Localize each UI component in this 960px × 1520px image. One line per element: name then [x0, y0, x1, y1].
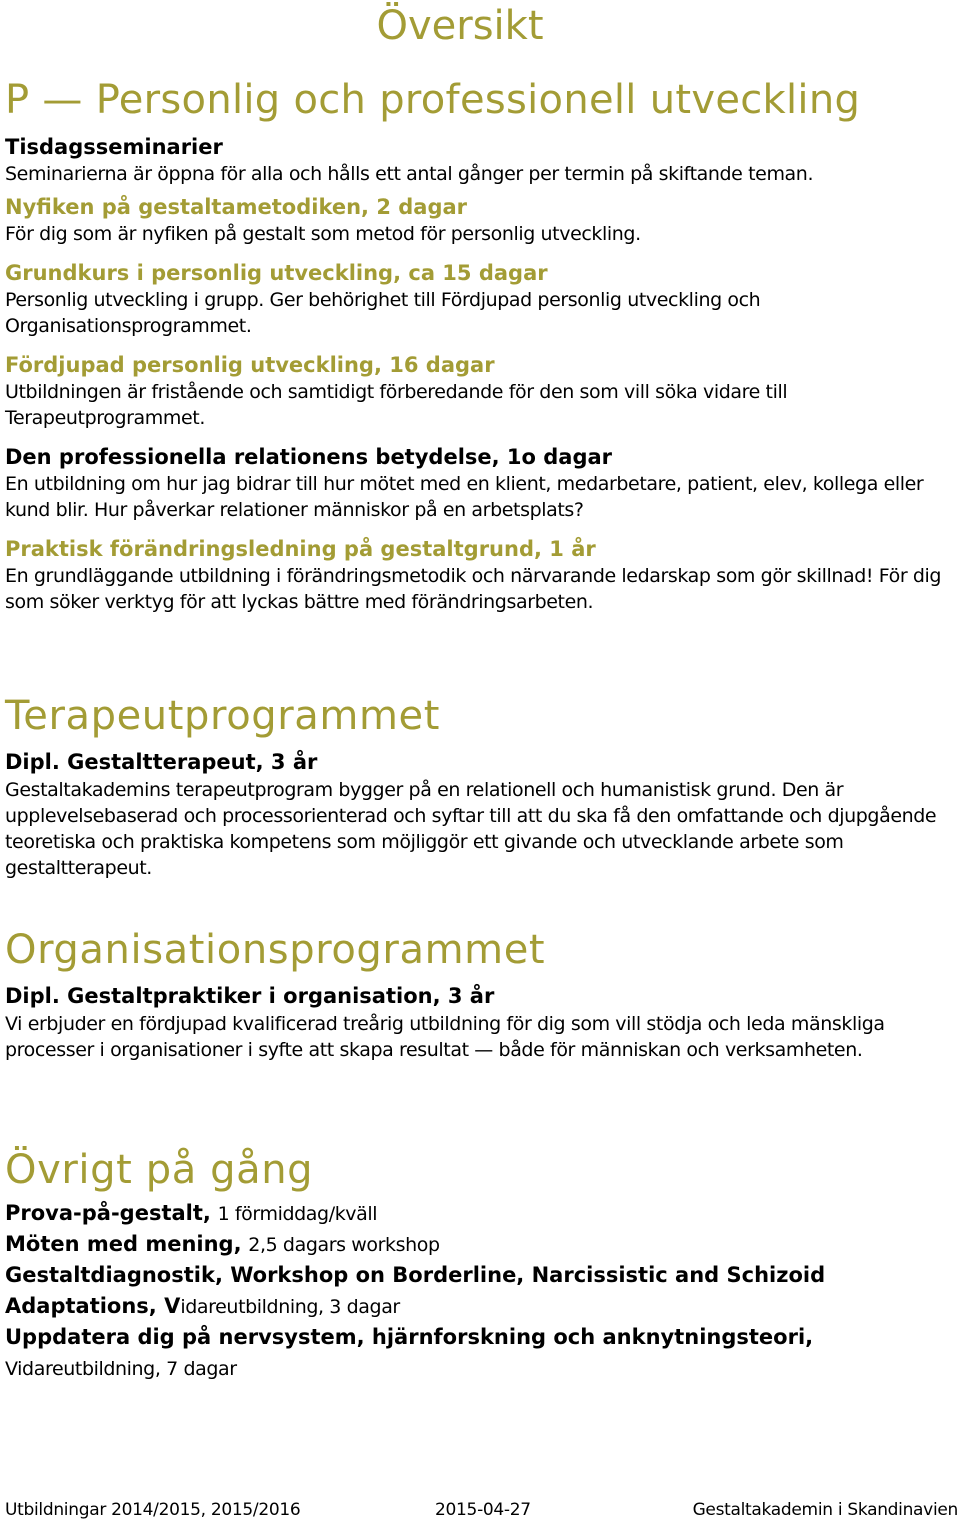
footer-date: 2015-04-27	[435, 1500, 531, 1520]
item-title: Prova-på-gestalt,	[5, 1201, 211, 1225]
list-item	[5, 748, 945, 881]
section-heading: Övrigt på gång	[5, 1147, 314, 1193]
list-item	[5, 443, 945, 523]
list-item	[5, 1322, 945, 1353]
page-title: Översikt	[376, 3, 544, 49]
item-detail: 1 förmiddag/kväll	[217, 1203, 378, 1225]
list-item	[5, 351, 945, 431]
item-text: Vi erbjuder en fördjupad kvalificerad treårig utbildning för dig som vill stödja och leda mänskliga processer i organisationer i syfte att skapa resultat — både för människan och verksamheten.	[5, 1013, 885, 1061]
list-item	[5, 535, 945, 615]
item-title: Gestaltdiagnostik, Workshop on Borderline, Narcissistic and Schizoid	[5, 1263, 826, 1287]
item-title: Dipl. Gestaltterapeut, 3 år	[5, 750, 318, 774]
item-title: Nyfiken på gestaltametodiken, 2 dagar	[5, 195, 468, 219]
list-item	[5, 1291, 945, 1322]
item-text: En grundläggande utbildning i förändringsmetodik och närvarande ledarskap som gör skillnad! För dig som söker verktyg för att lyckas bättre med förändringsarbeten.	[5, 565, 942, 613]
section-organisation-program	[5, 926, 945, 1063]
item-text: Seminarierna är öppna för alla och hålls ett antal gånger per termin på skiftande teman.	[5, 163, 814, 185]
item-title: Tisdagsseminarier	[5, 135, 223, 159]
section-heading: Organisationsprogrammet	[5, 927, 546, 973]
item-text: Utbildningen är fristående och samtidigt förberedande för den som vill söka vidare till Terapeutprogrammet.	[5, 381, 788, 429]
list-item	[5, 1198, 945, 1229]
item-detail: idareutbildning, 3 dagar	[180, 1296, 400, 1318]
item-detail: Vidareutbildning, 7 dagar	[5, 1358, 237, 1380]
item-text: Gestaltakademins terapeutprogram bygger på en relationell och humanistisk grund. Den är upplevelsebaserad och processorienterad och syftar till att du ska få den omfattande och djupgående teoretiska och praktiska kompetens som möjliggör ett givande och utvecklande arbete som gestaltterapeut.	[5, 779, 937, 879]
section-heading: Terapeutprogrammet	[5, 693, 441, 739]
list-item	[5, 133, 945, 187]
item-text: En utbildning om hur jag bidrar till hur mötet med en klient, medarbetare, patient, elev, kollega eller kund blir. Hur påverkar relationer människor på en arbetsplats?	[5, 473, 924, 521]
list-item	[5, 1229, 945, 1260]
item-title: Möten med mening,	[5, 1232, 242, 1256]
section-personal-development	[5, 76, 945, 615]
item-title: Adaptations, V	[5, 1294, 181, 1318]
footer-left: Utbildningar 2014/2015, 2015/2016	[5, 1500, 301, 1520]
list-item	[5, 1260, 945, 1291]
item-title: Dipl. Gestaltpraktiker i organisation, 3 år	[5, 984, 495, 1008]
item-title: Grundkurs i personlig utveckling, ca 15 dagar	[5, 261, 548, 285]
item-detail: 2,5 dagars workshop	[248, 1234, 440, 1256]
item-title: Den professionella relationens betydelse, 1o dagar	[5, 445, 613, 469]
item-text: Personlig utveckling i grupp. Ger behörighet till Fördjupad personlig utveckling och Organisationsprogrammet.	[5, 289, 761, 337]
item-title: Uppdatera dig på nervsystem, hjärnforskning och anknytningsteori,	[5, 1325, 814, 1349]
list-item	[5, 1353, 945, 1384]
list-item	[5, 982, 945, 1063]
item-title: Fördjupad personlig utveckling, 16 dagar	[5, 353, 495, 377]
item-title: Praktisk förändringsledning på gestaltgrund, 1 år	[5, 537, 596, 561]
list-item	[5, 193, 945, 247]
section-heading: P — Personlig och professionell utveckling	[5, 77, 861, 123]
footer-right: Gestaltakademin i Skandinavien	[692, 1500, 958, 1520]
section-misc	[5, 1146, 945, 1384]
list-item	[5, 259, 945, 339]
item-text: För dig som är nyfiken på gestalt som metod för personlig utveckling.	[5, 223, 641, 245]
section-therapist-program	[5, 692, 945, 881]
